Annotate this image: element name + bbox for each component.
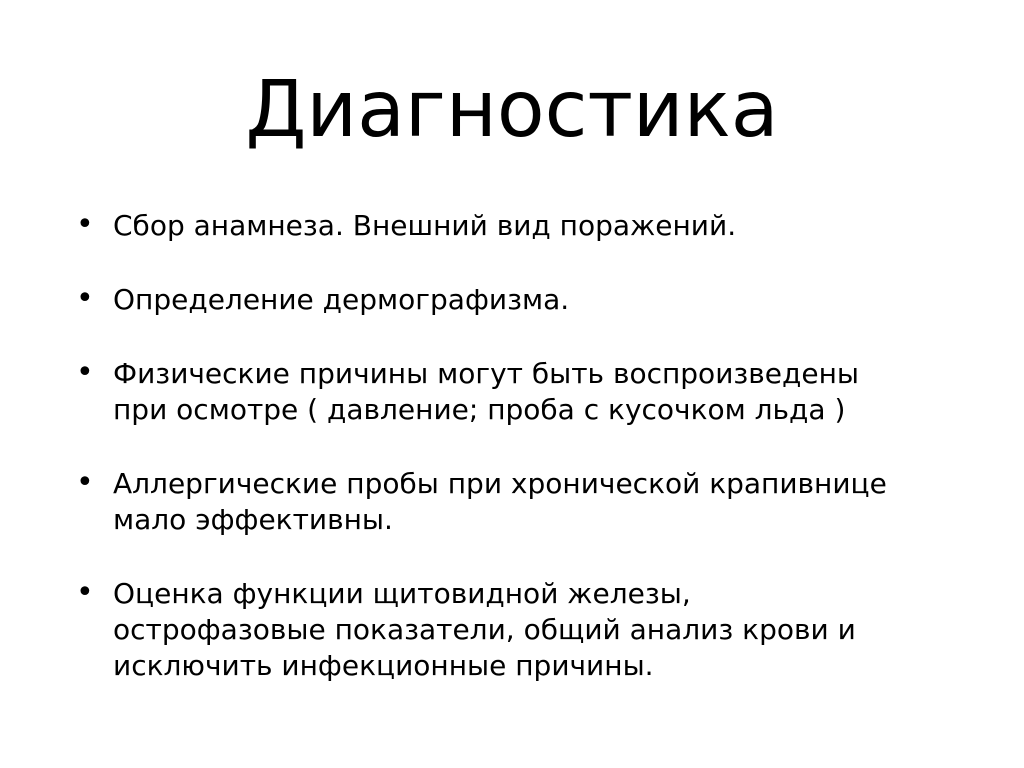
bullet-line: Определение дермографизма.: [113, 283, 570, 316]
slide-title: Диагностика: [245, 65, 779, 155]
bullet-line: Оценка функции щитовидной железы,: [113, 577, 691, 610]
bullet-line: Физические причины могут быть воспроизведены: [113, 357, 860, 390]
bullet-line: Аллергические пробы при хронической крапивнице: [113, 467, 887, 500]
bullet-item: [76, 466, 976, 538]
bullet-line: при осмотре ( давление; проба с кусочком льда ): [113, 393, 846, 426]
bullet-icon: •: [76, 355, 94, 390]
bullet-item: [76, 576, 976, 684]
bullet-icon: •: [76, 281, 94, 316]
bullet-line: Сбор анамнеза. Внешний вид поражений.: [113, 209, 737, 242]
bullet-line: исключить инфекционные причины.: [113, 649, 654, 682]
bullet-icon: •: [76, 575, 94, 610]
bullet-item: [76, 208, 976, 244]
bullet-icon: •: [76, 465, 94, 500]
bullet-icon: •: [76, 207, 94, 242]
bullet-line: острофазовые показатели, общий анализ крови и: [113, 613, 856, 646]
bullet-list: [76, 208, 976, 722]
bullet-item: [76, 282, 976, 318]
bullet-item: [76, 356, 976, 428]
bullet-line: мало эффективны.: [113, 503, 393, 536]
